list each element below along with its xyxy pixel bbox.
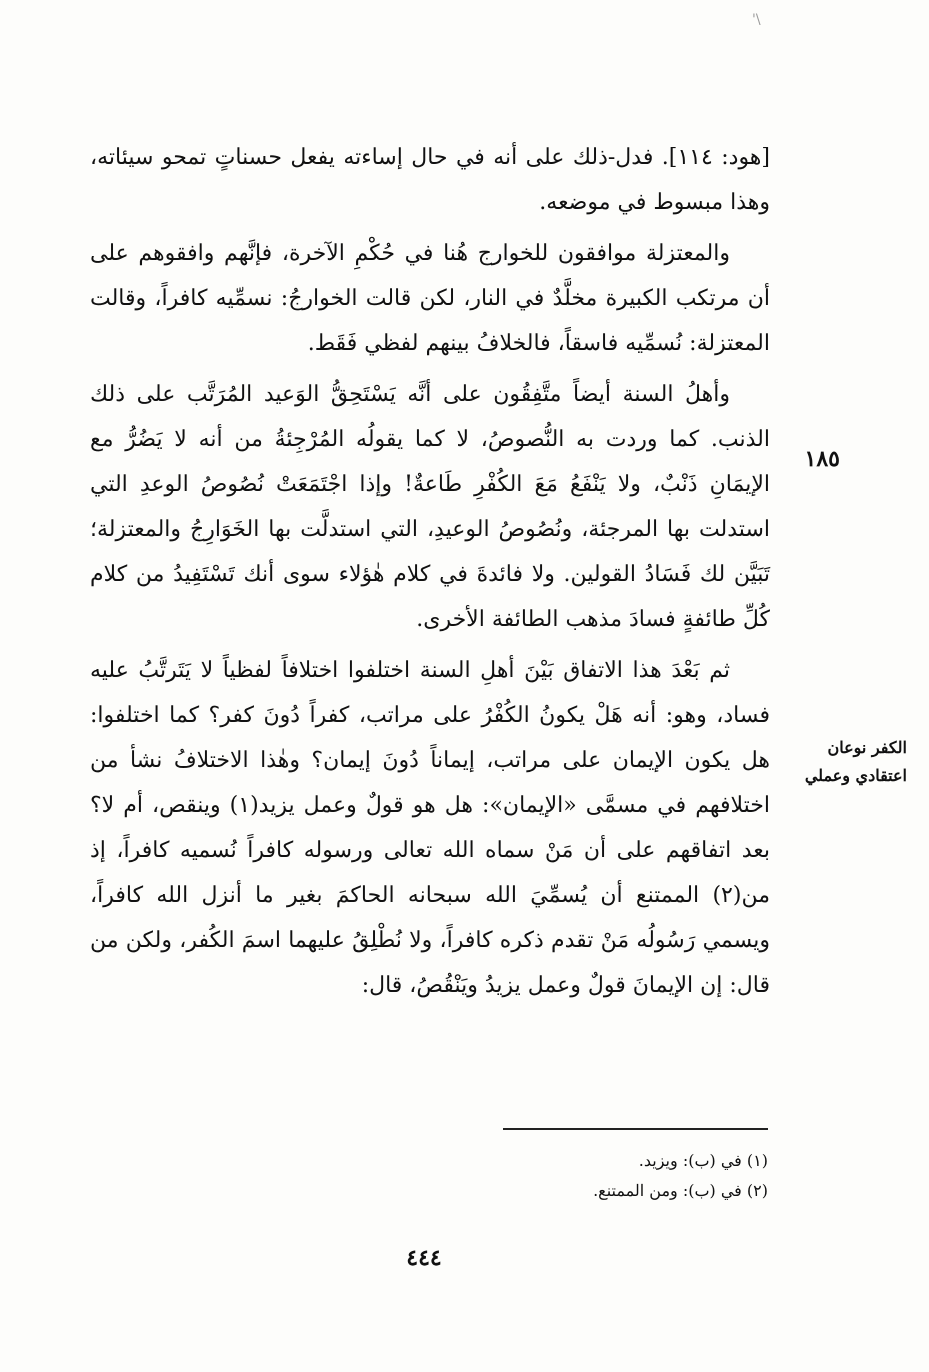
page-number: ٤٤٤: [406, 1245, 442, 1271]
margin-reference-number: ١٨٥: [804, 446, 840, 472]
paragraph-3: وأهلُ السنة أيضاً متَّفِقُون على أنَّه يَسْتَحِقُّ الوَعيد المُرَتَّب على ذلك الذنب. كما وردت به النُّصوصُ، لا كما يقولُه المُرْجِئةُ من أنه لا يَضُرُّ مع الإيمَانِ ذَنْبٌ، ولا يَنْفَعُ مَعَ الكُفْرِ طَاعةٌ! وإذا اجْتَمَعَتْ نُصُوصُ الوعدِ التي استدلت بها المرجئة، ونُصُوصُ الوعيدِ، التي استدلَّت بها الخَوَارِجُ والمعتزلة؛ تَبَيَّن لك فَسَادُ القولين. ولا فائدةَ في كلام هٰؤلاء سوى أنك تَسْتَفِيدُ من كلام كُلِّ طائفةٍ فسادَ مذهب الطائفة الأخرى.: [90, 382, 771, 632]
footnote-2: (٢) في (ب): ومن الممتنع.: [593, 1181, 768, 1200]
paragraph-2: والمعتزلة موافقون للخوارج هُنا في حُكْمِ الآخرة، فإنَّهم وافقوهم على أن مرتكب الكبيرة مخلَّدٌ في النار، لكن قالت الخوارجُ: نسمِّيه كافراً، وقالت المعتزلة: نُسمِّيه فاسقاً، فالخلافُ بينهم لفظي فَقَط.: [90, 241, 770, 356]
footnote-separator: [503, 1128, 768, 1130]
margin-note: الكفر نوعان اعتقادي وعملي: [804, 738, 907, 785]
footnote-1: (١) في (ب): ويزيد.: [638, 1151, 768, 1170]
paragraph-4: ثم بَعْدَ هذا الاتفاق بَيْنَ أهلِ السنة اختلفوا اختلافاً لفظياً لا يَتَرتَّبُ عليه فساد، وهو: أنه هَلْ يكونُ الكُفْرُ على مراتب، كفراً دُونَ كفر؟ كما اختلفوا: هل يكون الإيمان على مراتب، إيماناً دُونَ إيمان؟ وهٰذا الاختلافُ نشأ من اختلافهم في مسمَّى «الإيمان»: هل هو قولٌ وعمل يزيد(١) وينقص، أم لا؟ بعد اتفاقهم على أن مَنْ سماه الله تعالى ورسوله كافراً نُسميه كافراً، إذ من(٢) الممتنع أن يُسمِّيَ الله سبحانه الحاكمَ بغير ما أنزل الله كافراً، ويسمي رَسُولُه مَنْ تقدم ذكره كافراً، ولا نُطْلِقُ عليهما اسمَ الكُفر، ولكن من قال: إن الإيمانَ قولٌ وعمل يزيدُ ويَنْقُصُ، قال:: [90, 658, 770, 998]
main-text: [90, 135, 770, 1008]
corner-mark: '\: [752, 12, 761, 28]
paragraph-1: [هود: ١١٤]. فدل-ذلك على أنه في حال إساءته يفعل حسناتٍ تمحو سيئاته، وهذا مبسوط في موضعه.: [90, 145, 770, 215]
footnotes: [500, 1146, 768, 1206]
